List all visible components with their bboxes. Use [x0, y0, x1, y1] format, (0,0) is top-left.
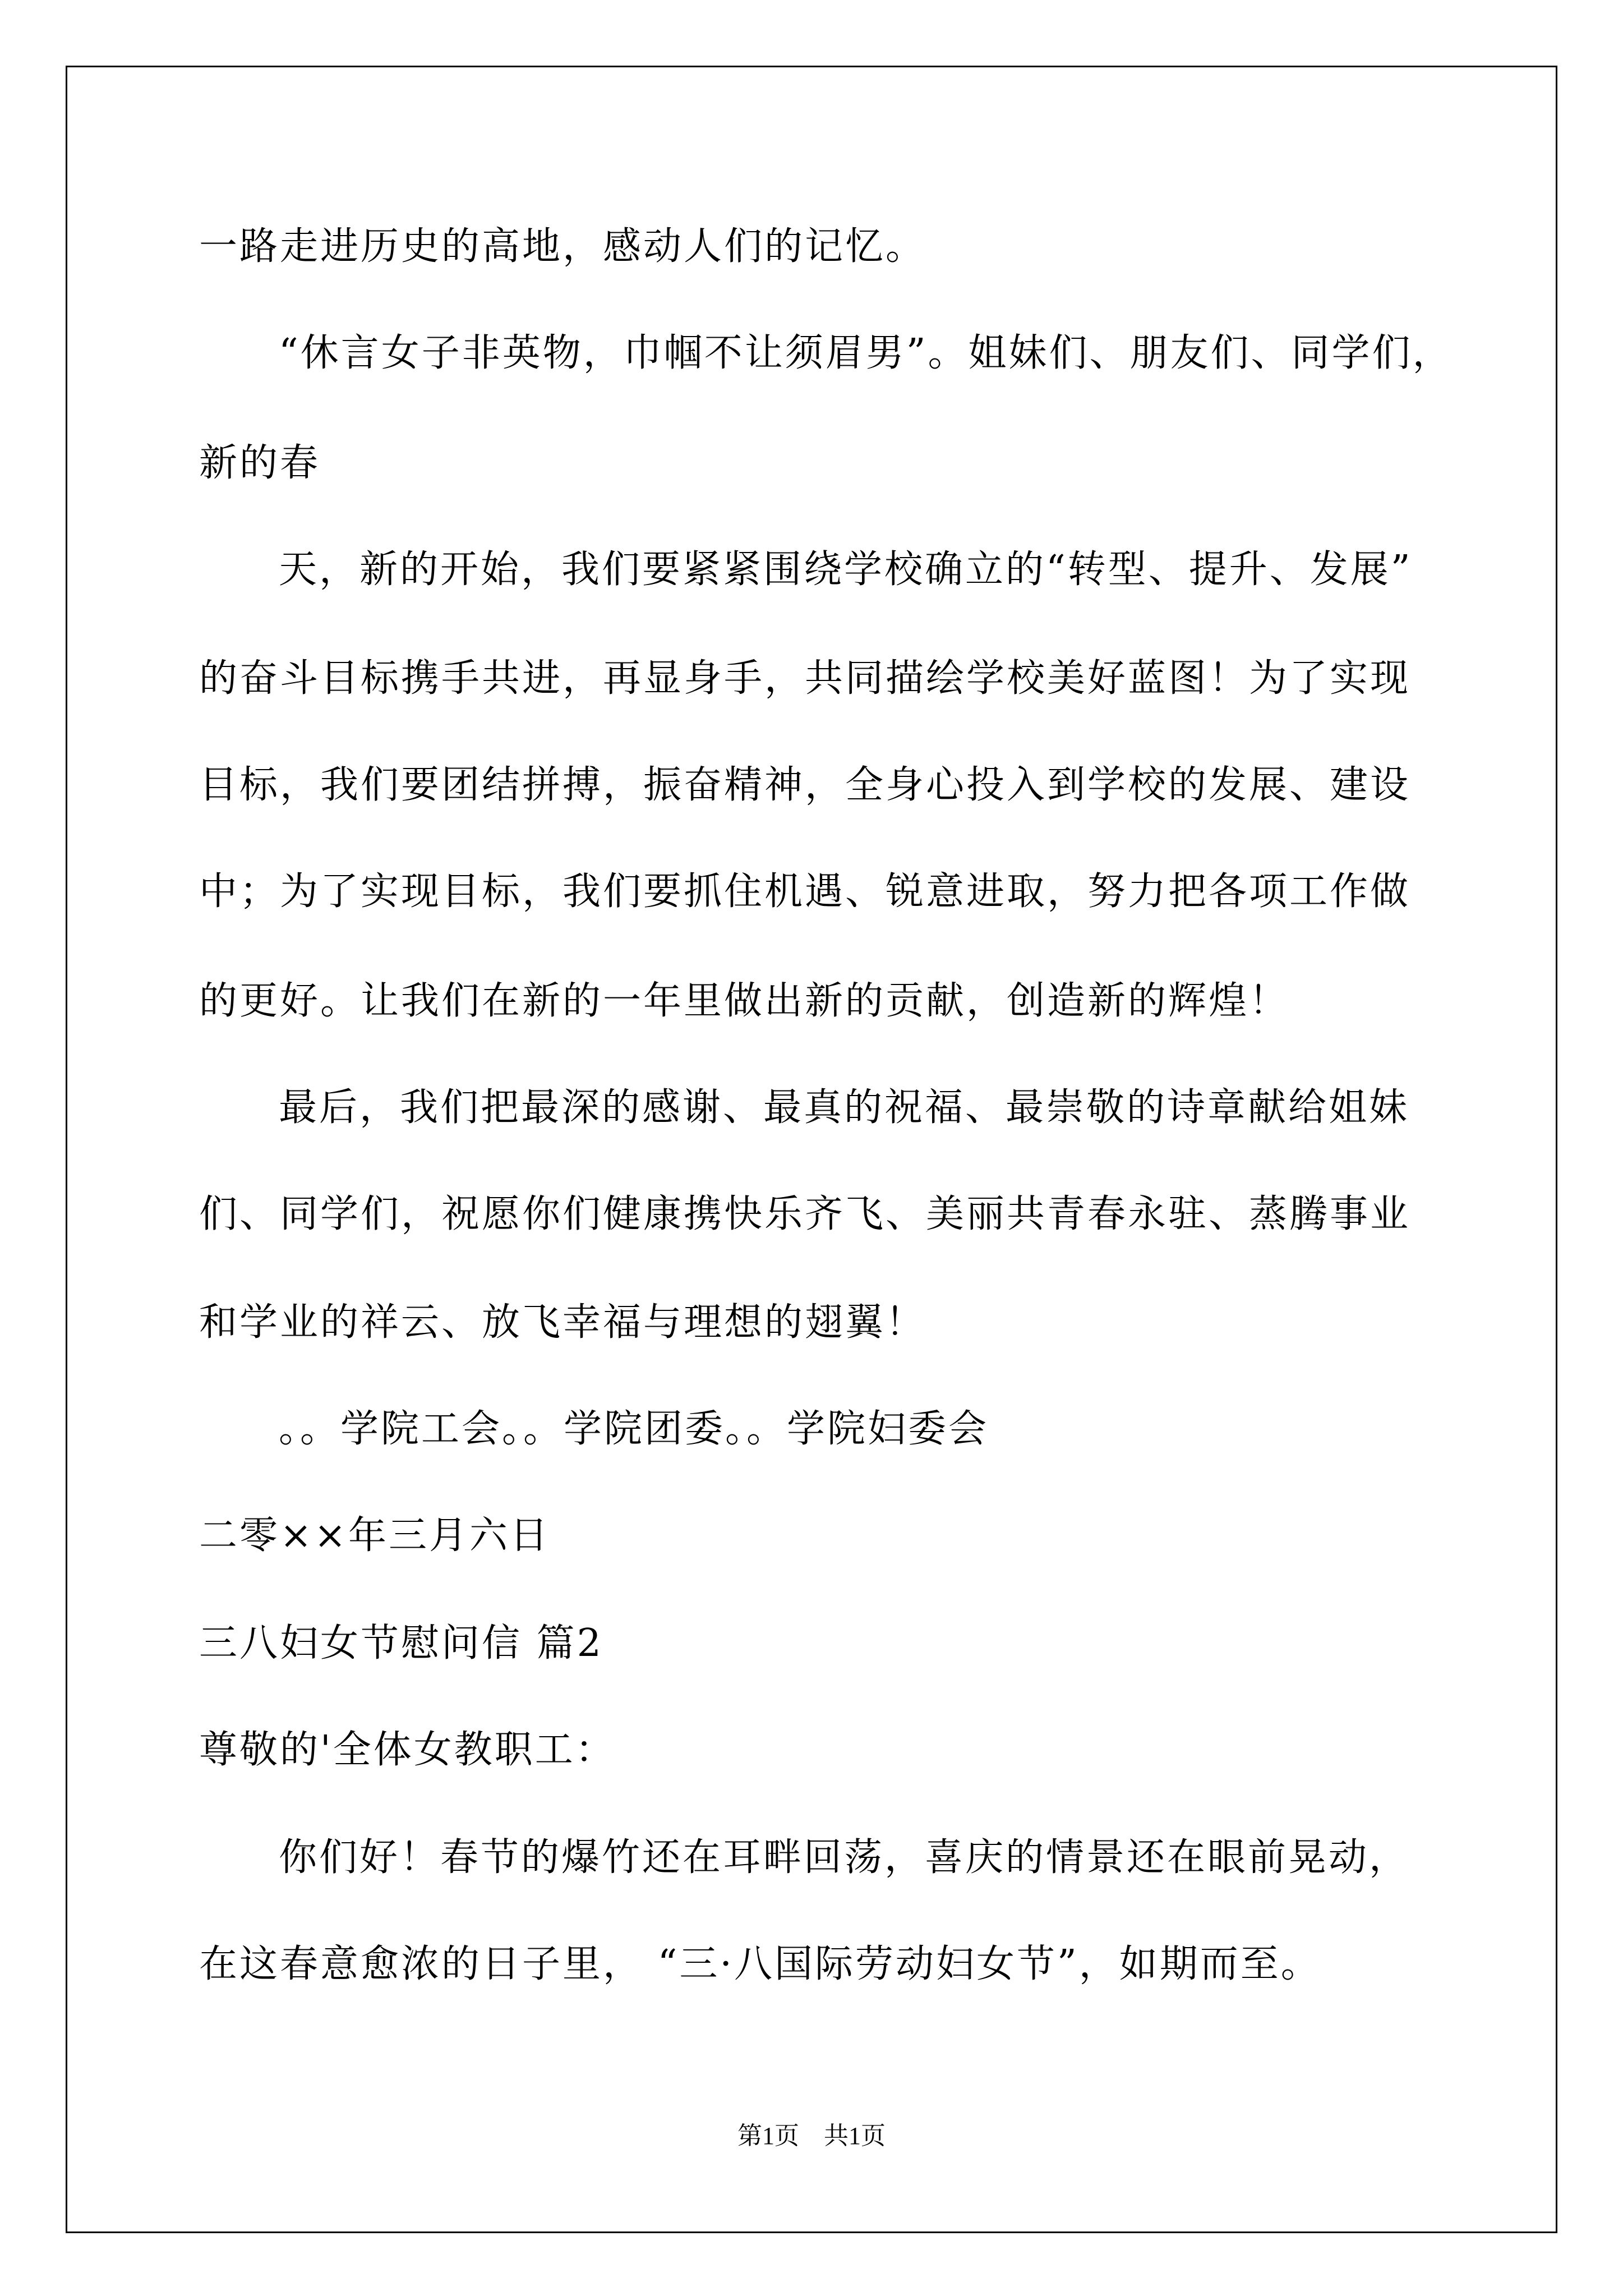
text-line-8: 的更好。让我们在新的一年里做出新的贡献，创造新的辉煌！ — [199, 979, 1290, 1023]
text-line-17: 在这春意愈浓的日子里， “三·八国际劳动妇女节”，如期而至。 — [199, 1942, 1321, 1986]
salutation: 尊敬的'全体女教职工： — [199, 1728, 616, 1772]
page-border — [66, 66, 1557, 2233]
text-line-3: 新的春 — [199, 441, 321, 485]
text-line-10: 们、同学们，祝愿你们健康携快乐齐飞、美丽共青春永驻、蒸腾事业 — [199, 1192, 1411, 1236]
text-line-2: “休言女子非英物，巾帼不让须眉男”。姐妹们、朋友们、同学们， — [279, 331, 1453, 375]
text-line-1: 一路走进历史的高地，感动人们的记忆。 — [199, 224, 926, 269]
page-footer: 第1页 共1页 — [737, 2122, 886, 2150]
section-heading: 三八妇女节慰问信 篇2 — [199, 1621, 603, 1665]
text-line-5: 的奋斗目标携手共进，再显身手，共同描绘学校美好蓝图！为了实现 — [199, 656, 1411, 701]
signature-line: 。。学院工会。。学院团委。。学院妇委会 — [279, 1407, 989, 1451]
text-line-16: 你们好！春节的爆竹还在耳畔回荡，喜庆的情景还在眼前晃动， — [279, 1835, 1410, 1880]
text-line-9: 最后，我们把最深的感谢、最真的祝福、最崇敬的诗章献给姐妹 — [279, 1085, 1410, 1130]
text-line-7: 中；为了实现目标，我们要抓住机遇、锐意进取，努力把各项工作做 — [199, 869, 1411, 914]
text-line-4: 天，新的开始，我们要紧紧围绕学校确立的“转型、提升、发展” — [279, 547, 1413, 592]
text-line-11: 和学业的祥云、放飞幸福与理想的翅翼！ — [199, 1300, 926, 1345]
text-line-6: 目标，我们要团结拼搏，振奋精神，全身心投入到学校的发展、建设 — [199, 763, 1411, 807]
date-line: 二零××年三月六日 — [199, 1513, 550, 1558]
